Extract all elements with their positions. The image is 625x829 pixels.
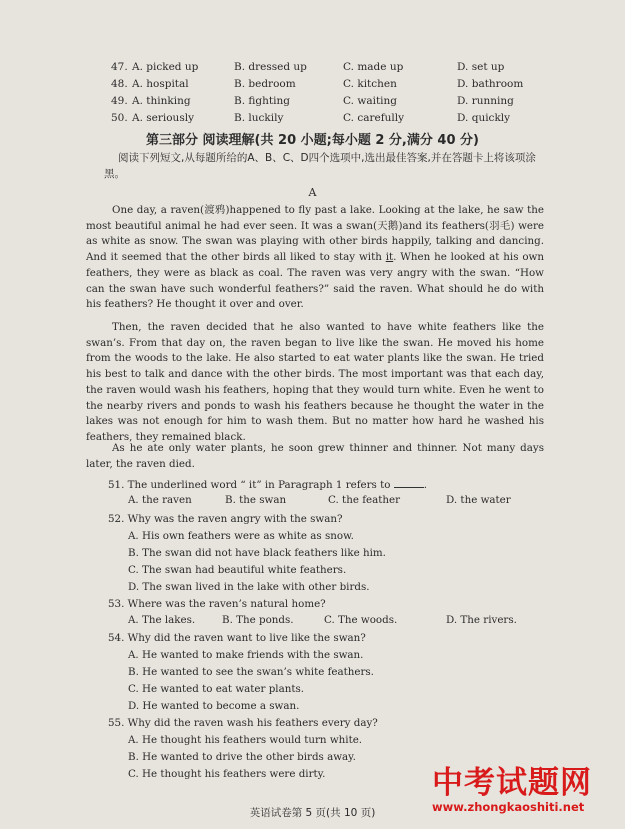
q54-option-a: A. He wanted to make friends with the swan. — [128, 649, 364, 661]
option-b: B. bedroom — [234, 78, 296, 90]
option-d: D. set up — [457, 61, 505, 73]
option-a: A. picked up — [132, 61, 199, 73]
option-b: B. dressed up — [234, 61, 307, 73]
q51-option-d: D. the water — [446, 494, 511, 506]
option-c: C. carefully — [343, 112, 405, 124]
question-51-stem: 51. The underlined word “ it” in Paragraph 1 refers to — [108, 479, 391, 491]
q54-option-b: B. He wanted to see the swan’s white feathers. — [128, 666, 374, 678]
option-b: B. luckily — [234, 112, 284, 124]
option-d: D. quickly — [457, 112, 511, 124]
option-c: C. made up — [343, 61, 404, 73]
q53-option-a: A. The lakes. — [128, 614, 196, 626]
q52-option-b: B. The swan did not have black feathers like him. — [128, 547, 386, 559]
option-num: 49. — [111, 95, 128, 107]
q52-option-c: C. The swan had beautiful white feathers. — [128, 564, 347, 576]
q51-option-a: A. the raven — [128, 494, 192, 506]
answer-blank — [394, 477, 424, 488]
q55-option-b: B. He wanted to drive the other birds away. — [128, 751, 356, 763]
question-51-options — [128, 494, 548, 509]
q55-option-c: C. He thought his feathers were dirty. — [128, 768, 326, 780]
q52-option-a: A. His own feathers were as white as snow. — [128, 530, 354, 542]
option-a: A. thinking — [132, 95, 191, 107]
q51-option-c: C. the feather — [328, 494, 401, 506]
paragraph-1 — [86, 203, 544, 313]
q55-option-a: A. He thought his feathers would turn white. — [128, 734, 363, 746]
q54-option-d: D. He wanted to become a swan. — [128, 700, 300, 712]
option-c: C. kitchen — [343, 78, 397, 90]
option-a: A. seriously — [132, 112, 195, 124]
option-c: C. waiting — [343, 95, 398, 107]
option-d: D. bathroom — [457, 78, 524, 90]
question-53-options — [128, 614, 548, 629]
q51-option-b: B. the swan — [225, 494, 287, 506]
q54-option-c: C. He wanted to eat water plants. — [128, 683, 305, 695]
section-title: 第三部分 阅读理解(共 20 小题;每小题 2 分,满分 40 分) — [146, 133, 479, 148]
watermark-url: www.zhongkaoshiti.net — [432, 800, 585, 814]
option-d: D. running — [457, 95, 514, 107]
q52-option-d: D. The swan lived in the lake with other birds. — [128, 581, 370, 593]
watermark-text: 中考试题网 — [432, 765, 592, 801]
option-num: 50. — [111, 112, 128, 124]
question-52: 52. Why was the raven angry with the swan? — [108, 513, 343, 525]
q53-option-d: D. The rivers. — [446, 614, 517, 626]
page-footer: 英语试卷第 5 页(共 10 页) — [249, 807, 376, 819]
option-num: 47. — [111, 61, 128, 73]
option-b: B. fighting — [234, 95, 290, 107]
question-55: 55. Why did the raven wash his feathers every day? — [108, 717, 378, 729]
q53-option-b: B. The ponds. — [222, 614, 294, 626]
options-row-50 — [111, 112, 581, 128]
paragraph-1-part-b: . When he looked at his own feathers, they were as black as coal. The raven was very angry with the swan. “How can the swan have such wonderful feathers?” said the raven. What should he do with his feathers? He thought it over and over. — [86, 251, 544, 311]
question-51 — [108, 477, 548, 493]
question-51-stem-end: . — [423, 479, 428, 491]
paragraph-2: Then, the raven decided that he also wanted to have white feathers like the swan’s. From that day on, the raven began to live like the swan. He moved his home from the woods to the lake. He also started to eat water plants like the swan. He tried his best to talk and dance with the other birds. The most important was that each day, the raven would wash his feathers, hoping that they would turn white. Even he went to the nearby rivers and ponds to wash his feathers because he thought the water in the lakes was not enough for him to wash them. But no matter how hard he washed his feathers, they remained black. — [86, 321, 544, 443]
passage-label: A — [308, 186, 317, 199]
options-row-47 — [111, 61, 581, 77]
instructions: 阅读下列短文,从每题所给的A、B、C、D四个选项中,选出最佳答案,并在答题卡上将该项涂黑。 — [104, 152, 536, 180]
q53-option-c: C. The woods. — [324, 614, 398, 626]
option-num: 48. — [111, 78, 128, 90]
underlined-word-it: it — [385, 251, 394, 264]
paragraph-3: As he ate only water plants, he soon grew thinner and thinner. Not many days later, the raven died. — [86, 442, 544, 470]
paragraph-1-part-a: One day, a raven(渡鸦)happened to fly past a lake. Looking at the lake, he saw the most beautiful animal he had ever seen. It was a swan(天鹅)and its feathers(羽毛) were as white as snow. The swan was playing with other birds happily, talking and dancing. And it seemed that the other birds all liked to stay with — [86, 204, 544, 264]
options-row-49 — [111, 95, 581, 111]
option-a: A. hospital — [132, 78, 189, 90]
options-row-48 — [111, 78, 581, 94]
question-54: 54. Why did the raven want to live like the swan? — [108, 632, 366, 644]
question-53: 53. Where was the raven’s natural home? — [108, 598, 326, 610]
